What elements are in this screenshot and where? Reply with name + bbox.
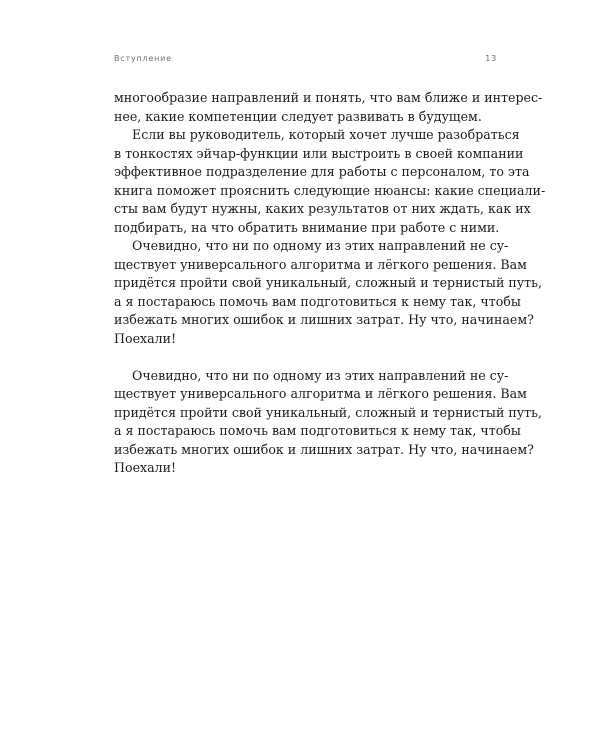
running-head <box>114 54 497 68</box>
text-line: многообразие направлений и понять, что вам ближе и интерес- <box>114 90 543 105</box>
text-line: ществует универсального алгоритма и лёгкого решения. Вам <box>114 386 527 401</box>
text-line: в тонкостях эйчар-функции или выстроить в своей компании <box>114 145 524 161</box>
text-line: книга поможет прояснить следующие нюансы: какие специали- <box>114 182 546 198</box>
text-line: Поехали! <box>114 330 177 346</box>
text-line: сты вам будут нужны, каких результатов от них ждать, как их <box>114 201 531 216</box>
paragraph-3 <box>114 237 542 348</box>
text-line: эффективное подразделение для работы с персоналом, то эта <box>114 164 530 179</box>
text-line: придётся пройти свой уникальный, сложный и тернистый путь, <box>114 275 542 290</box>
page-number: 13 <box>485 54 497 63</box>
text-line: Очевидно, что ни по одному из этих направлений не су- <box>132 238 509 253</box>
text-line: Поехали! <box>114 460 177 475</box>
text-line: а я постараюсь помочь вам подготовиться к нему так, чтобы <box>114 293 521 309</box>
paragraph-4 <box>114 367 542 478</box>
paragraph-gap <box>114 348 497 367</box>
text-line: нее, какие компетенции следует развивать в будущем. <box>114 108 482 124</box>
section-title: Вступление <box>114 54 172 63</box>
text-line: избежать многих ошибок и лишних затрат. Ну что, начинаем? <box>114 441 534 457</box>
text-line: а я постараюсь помочь вам подготовиться к нему так, чтобы <box>114 423 521 438</box>
text-line: Если вы руководитель, который хочет лучше разобраться <box>132 127 520 142</box>
text-line: подбирать, на что обратить внимание при работе с ними. <box>114 219 500 235</box>
paragraph-1 <box>114 89 543 126</box>
text-line: ществует универсального алгоритма и лёгкого решения. Вам <box>114 256 527 272</box>
text-line: Очевидно, что ни по одному из этих направлений не су- <box>132 367 509 383</box>
paragraph-2 <box>114 126 546 237</box>
body-text <box>114 89 546 478</box>
text-line: придётся пройти свой уникальный, сложный и тернистый путь, <box>114 404 542 420</box>
text-line: избежать многих ошибок и лишних затрат. Ну что, начинаем? <box>114 312 534 327</box>
